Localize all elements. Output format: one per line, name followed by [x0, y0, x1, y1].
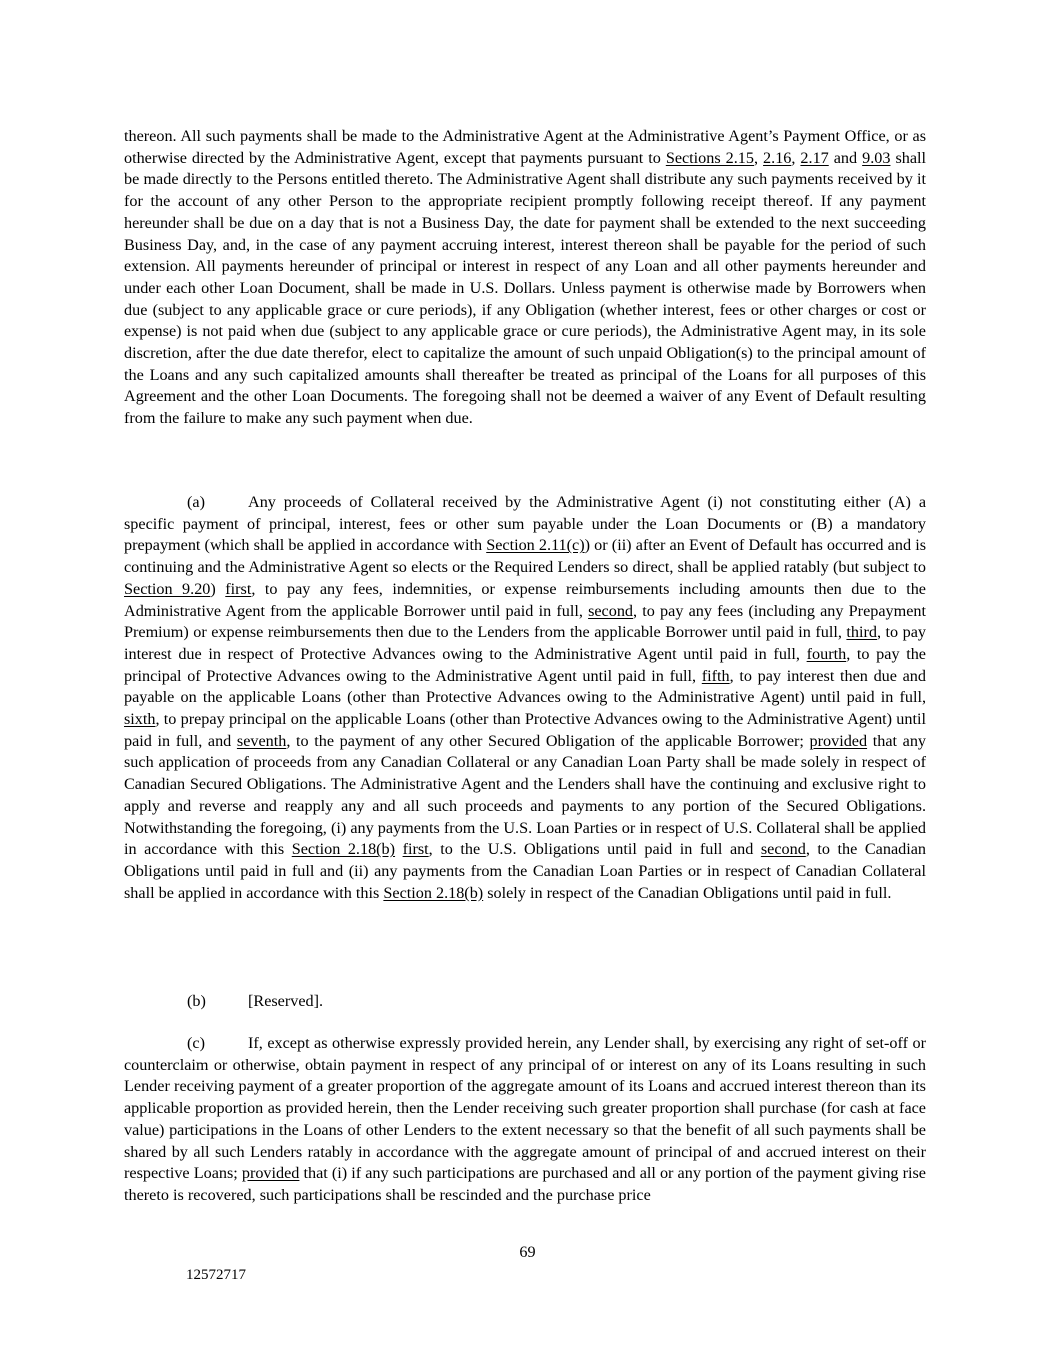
cross-reference: first: [225, 579, 252, 598]
section-a-paragraph: [124, 492, 926, 904]
cross-reference: second: [760, 840, 806, 859]
cross-reference: Section 2.18(b): [383, 883, 484, 902]
section-c-paragraph: [124, 1033, 926, 1207]
cross-reference: fifth: [701, 666, 730, 685]
cross-reference: Sections 2.15: [665, 148, 754, 167]
page-number: 69: [519, 1243, 536, 1261]
paragraph-continuation: thereon. All such payments shall be made to the Administrative Agent at the Administrative Agent’s Payment Office, or as otherwise directed by the Administrative Agent, except that payments pursuant to Sections 2.15, 2.16, 2.17 and 9.03 shall be made directly to the Persons entitled thereto. The Administrative Agent shall distribute any such payments received by it for the account of any other Person to the appropriate recipient promptly following receipt thereof. If any payment hereunder shall be due on a day that is not a Business Day, the date for payment shall be extended to the next succeeding Business Day, and, in the case of any payment accruing interest, interest thereon shall be payable for the period of such extension. All payments hereunder of principal or interest in respect of any Loan and all other payments hereunder and under each other Loan Document, shall be made in U.S. Dollars. Unless payment is otherwise made by Borrowers when due (subject to any applicable grace or cure periods), if any Obligation (whether interest, fees or other charges or cost or expense) is not paid when due (subject to any applicable grace or cure periods), the Administrative Agent may, in its sole discretion, after the due date therefor, elect to capitalize the amount of such unpaid Obligation(s) to the principal amount of the Loans and any such capitalized amounts shall thereafter be treated as principal of the Loans for all purposes of this Agreement and the other Loan Documents. The foregoing shall not be deemed a waiver of any Event of Default resulting from the failure to make any such payment when due.: [124, 127, 927, 428]
section-b-paragraph: [124, 991, 926, 1013]
cross-reference: Section 2.18(b): [291, 840, 396, 859]
cross-reference: provided: [241, 1164, 300, 1183]
section-a-text: Any proceeds of Collateral received by the Administrative Agent (i) not constituting either (A) a specific payment of principal, interest, fees or other sum payable under the Loan Documents or (B) a mandatory prepayment (which shall be applied in accordance with Section 2.11(c)) or (ii) after an Event of Default has occurred and is continuing and the Administrative Agent so elects or the Required Lenders so direct, shall be applied ratably (but subject to Section 9.20) first, to pay any fees, indemnities, or expense reimbursements including amounts then due to the Administrative Agent from the applicable Borrower until paid in full, second, to pay any fees (including any Prepayment Premium) or expense reimbursements then due to the Lenders from the applicable Borrower until paid in full, third, to pay interest due in respect of Protective Advances owing to the Administrative Agent until paid in full, fourth, to pay the principal of Protective Advances owing to the Administrative Agent until paid in full, fifth, to pay interest then due and payable on the applicable Loans (other than Protective Advances owing to the Administrative Agent) until paid in full, sixth, to prepay principal on the applicable Loans (other than Protective Advances owing to the Administrative Agent) until paid in full, and seventh, to the payment of any other Secured Obligation of the applicable Borrower; provided that any such application of proceeds from any Canadian Collateral or any Canadian Loan Party shall be made solely in respect of Canadian Secured Obligations. The Administrative Agent and the Lenders shall have the continuing and exclusive right to apply and reverse and reapply any and all such proceeds and payments to any portion of the Secured Obligations. Notwithstanding the foregoing, (i) any payments from the U.S. Loan Parties or in respect of U.S. Collateral shall be applied in accordance with this Section 2.18(b) first, to the U.S. Obligations until paid in full and second, to the Canadian Obligations until paid in full and (ii) any payments from the Canadian Loan Parties or in respect of Canadian Collateral shall be applied in accordance with this Section 2.18(b) solely in respect of the Canadian Obligations until paid in full.: [124, 493, 927, 902]
cross-reference: provided: [809, 731, 868, 750]
cross-reference: 2.16: [763, 148, 792, 167]
cross-reference: sixth: [124, 710, 156, 729]
section-c-marker: (c): [187, 1034, 205, 1052]
cross-reference: 9.03: [862, 148, 891, 167]
cross-reference: Section 9.20: [124, 579, 211, 598]
cross-reference: third: [846, 623, 877, 642]
cross-reference: Section 2.11(c): [486, 536, 585, 555]
cross-reference: fourth: [806, 644, 847, 663]
section-b-text: [Reserved].: [248, 992, 324, 1010]
cross-reference: second: [588, 601, 634, 620]
section-a-marker: (a): [187, 493, 205, 511]
section-b-marker: (b): [187, 992, 206, 1010]
cross-reference: first: [402, 840, 429, 859]
document-id: 12572717: [186, 1267, 246, 1283]
cross-reference: seventh: [236, 731, 287, 750]
cross-reference: 2.17: [800, 148, 829, 167]
section-c-text: If, except as otherwise expressly provided herein, any Lender shall, by exercising any right of set-off or counterclaim or otherwise, obtain payment in respect of any principal of or interest on any of its Loans resulting in such Lender receiving payment of a greater proportion of the aggregate amount of its Loans and accrued interest thereon than its applicable proportion as provided herein, then the Lender receiving such greater proportion shall purchase (for cash at face value) participations in the Loans of other Lenders to the extent necessary so that the benefit of all such payments shall be shared by all such Lenders ratably in accordance with the aggregate amount of principal of and accrued interest on their respective Loans; provided that (i) if any such participations are purchased and all or any portion of the payment giving rise thereto is recovered, such participations shall be rescinded and the purchase price: [124, 1034, 926, 1204]
